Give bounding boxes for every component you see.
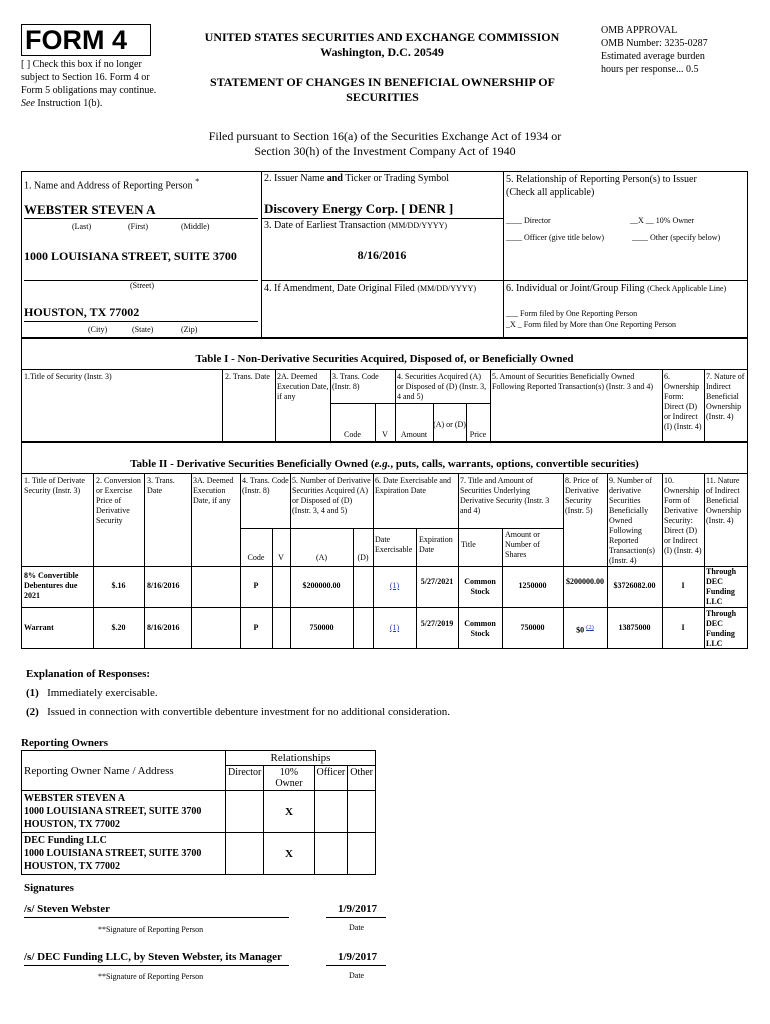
check-box-note [21, 58, 171, 110]
agency-header [176, 30, 588, 60]
box6-label-text: 6. Individual or Joint/Group Filing [506, 283, 645, 294]
earliest-transaction-date: 8/16/2016 [357, 248, 407, 262]
signature-1-name: /s/ Steven Webster [24, 903, 110, 915]
box3-fmt: (MM/DD/YYYY) [388, 221, 448, 230]
t2-row1-exer-footnote[interactable]: (1) [389, 581, 400, 590]
filed-pursuant [150, 129, 620, 159]
reporting-person-name: WEBSTER STEVEN A [24, 202, 156, 217]
t2-row1-ul-title: Common Stock [464, 577, 496, 596]
box4-label [264, 283, 476, 294]
t2-row2-exp: 5/27/2019 [420, 619, 454, 628]
t2-row1-date: 8/16/2016 [147, 581, 180, 590]
owners-col-name: Reporting Owner Name / Address [22, 751, 226, 791]
t2-col-number: 5. Number of Derivative Securities Acquired (A) or Disposed of (D) (Instr. 3, 4 and 5) [292, 476, 371, 515]
statement-title: STATEMENT OF CHANGES IN BENEFICIAL OWNERSHIP OF SECURITIES [210, 75, 555, 104]
t2-row2-price-cell [563, 623, 607, 636]
street-label: (Street) [130, 281, 154, 290]
box2-label-pre: 2. Issuer Name [264, 173, 325, 184]
t2-row1-price: $200000.00 [566, 577, 604, 586]
t2-sub-amount: Amount or Number of Shares [505, 530, 540, 559]
t1-sub-v: V [382, 430, 388, 439]
t2-row1-a: $200000.00 [302, 581, 341, 590]
t2-col-price: 8. Price of Derivative Security (Instr. 5) [565, 476, 599, 515]
explanation-1-text: Immediately exercisable. [47, 687, 158, 699]
box5-label [506, 173, 746, 199]
t2-row1-code: P [253, 581, 259, 590]
t2-row2-nature: Through DEC Funding LLC [706, 609, 737, 648]
see-text: See [21, 98, 35, 109]
box5-label-text: 5. Relationship of Reporting Person(s) to Issuer [506, 174, 697, 185]
t2-row1-nature: Through DEC Funding LLC [706, 567, 737, 606]
first-label: (First) [128, 222, 148, 231]
t2-col-underlying: 7. Title and Amount of Securities Underlying Derivative Security (Instr. 3 and 4) [460, 476, 550, 515]
t1-col-deemed: 2A. Deemed Execution Date, if any [277, 372, 329, 401]
t2-row1-title: 8% Convertible Debentures due 2021 [24, 571, 79, 600]
t2-row2-price: $0 [576, 625, 585, 635]
t2-col-code: 4. Trans. Code (Instr. 8) [242, 476, 289, 495]
filing-one-option: ___ Form filed by One Reporting Person [506, 309, 638, 318]
t1-sub-price: Price [469, 430, 487, 439]
t1-sub-aord: (A) or (D) [433, 420, 466, 429]
signature-2-name: /s/ DEC Funding LLC, by Steven Webster, its Manager [24, 951, 282, 963]
state-label: (State) [132, 325, 154, 334]
t2-col-exercisable: 6. Date Exercisable and Expiration Date [375, 476, 451, 495]
t2-row2-ul-amount: 750000 [520, 623, 545, 632]
t2-row1-ul-amount: 1250000 [518, 581, 547, 590]
officer-option: ____ Officer (give title below) [506, 233, 605, 242]
t2-row2-exer-footnote[interactable]: (1) [389, 623, 400, 632]
city-value: HOUSTON, TX 77002 [24, 305, 140, 319]
signature-2-date-label: Date [349, 971, 365, 980]
omb-hours: hours per response... 0.5 [601, 64, 699, 75]
street-value: 1000 LOUISIANA STREET, SUITE 3700 [24, 249, 237, 263]
t1-col-nature: 7. Nature of Indirect Beneficial Ownership (Instr. 4) [706, 372, 745, 421]
owners-col-other: Other [348, 766, 376, 791]
owner1-ten-mark: X [264, 791, 314, 833]
box1-label-text: 1. Name and Address of Reporting Person [24, 180, 193, 192]
filed-pursuant-line1: Filed pursuant to Section 16(a) of the Securities Exchange Act of 1934 or [208, 129, 562, 143]
ten-pct-option: __X __ 10% Owner [630, 216, 695, 225]
t2-sub-v: V [278, 553, 284, 562]
t2-row1-conv: $.16 [111, 581, 126, 590]
t2-col-nature: 11. Nature of Indirect Beneficial Ownership (Instr. 4) [706, 476, 742, 525]
table2-title-pre: Table II - Derivative Securities Beneficially Owned ( [130, 458, 375, 470]
box2-label [264, 173, 449, 184]
owner1-city: HOUSTON, TX 77002 [24, 819, 121, 830]
box4-label-text: 4. If Amendment, Date Original Filed [264, 283, 415, 294]
check-box-text: [ ] Check this box if no longer subject to Section 16. Form 4 or Form 5 obligations may continue. [21, 59, 157, 96]
t1-col-code: 3. Trans. Code (Instr. 8) [332, 372, 379, 391]
explanation-item-1 [26, 687, 158, 699]
owner2-street: 1000 LOUISIANA STREET, SUITE 3700 [24, 848, 202, 859]
middle-label: (Middle) [181, 222, 210, 231]
t2-sub-a: (A) [315, 553, 328, 562]
explanation-2-num: (2) [26, 706, 39, 718]
t2-row1-form: I [681, 581, 685, 590]
agency-name: UNITED STATES SECURITIES AND EXCHANGE COMMISSION [204, 30, 560, 44]
t2-col-title: 1. Title of Derivate Security (Instr. 3) [24, 476, 85, 495]
owners-table [21, 750, 376, 875]
signature-1-date: 1/9/2017 [338, 903, 378, 915]
owners-relationships: Relationships [226, 751, 376, 766]
city-label: (City) [88, 325, 108, 334]
box3-label-text: 3. Date of Earliest Transaction [264, 220, 386, 231]
t2-sub-d: (D) [357, 553, 369, 562]
signature-2-caption: **Signature of Reporting Person [98, 972, 204, 981]
table2-title-eg: e.g. [374, 458, 391, 470]
t2-row1-exp: 5/27/2021 [420, 577, 454, 586]
t2-sub-title: Title [461, 540, 476, 549]
owners-col-ten: 10% Owner [264, 766, 314, 791]
box6-label [506, 283, 726, 294]
t2-sub-exp: Expiration Date [419, 535, 453, 554]
t1-sub-code: Code [344, 430, 361, 439]
agency-location: Washington, D.C. 20549 [320, 45, 444, 59]
t2-row1-owned: $3726082.00 [613, 581, 656, 590]
table2-title-post: , puts, calls, warrants, options, convertible securities) [390, 458, 639, 470]
owners-row [22, 833, 376, 875]
omb-approval: OMB APPROVAL [601, 25, 678, 36]
form-title: FORM 4 [21, 24, 151, 56]
filing-more-option: _X _ Form filed by More than One Reporting Person [506, 320, 676, 329]
owners-title: Reporting Owners [21, 737, 109, 749]
box1-label [24, 177, 199, 191]
signature-1-date-label: Date [349, 923, 365, 932]
t2-row2-ul-title: Common Stock [464, 619, 496, 638]
last-label: (Last) [72, 222, 92, 231]
t2-row2-form: I [681, 623, 685, 632]
t2-row2-owned: 13875000 [618, 623, 651, 632]
other-option: ____ Other (specify below) [632, 233, 721, 242]
owner2-name: DEC Funding LLC [24, 835, 107, 846]
t2-col-conversion: 2. Conversion or Exercise Price of Derivative Security [96, 476, 141, 525]
signatures-title: Signatures [24, 882, 74, 894]
t1-col-acquired: 4. Securities Acquired (A) or Disposed of (D) (Instr. 3, 4 and 5) [397, 372, 487, 401]
t2-sub-code: Code [247, 553, 265, 562]
box1-label-mark: * [195, 177, 200, 186]
t2-col-deemed: 3A. Deemed Execution Date, if any [193, 476, 234, 505]
t1-sub-amount: Amount [400, 430, 428, 439]
t2-row2-conv: $.20 [111, 623, 126, 632]
omb-burden: Estimated average burden [601, 51, 705, 62]
box2-label-post: Ticker or Trading Symbol [345, 173, 450, 184]
t2-col-owned: 9. Number of derivative Securities Beneficially Owned Following Reported Transaction(s) (Instr. 4) [609, 476, 655, 565]
omb-box [601, 24, 761, 76]
table1-title: Table I - Non-Derivative Securities Acquired, Disposed of, or Beneficially Owned [195, 353, 574, 365]
owners-col-director: Director [226, 766, 264, 791]
zip-label: (Zip) [181, 325, 198, 334]
issuer-name: Discovery Energy Corp. [ DENR ] [264, 201, 454, 216]
owner2-ten-mark: X [264, 833, 314, 875]
t2-row2-date: 8/16/2016 [147, 623, 180, 632]
owner1-street: 1000 LOUISIANA STREET, SUITE 3700 [24, 806, 202, 817]
owners-row [22, 791, 376, 833]
instruction-ref: Instruction 1(b). [37, 98, 103, 109]
t2-col-date: 3. Trans. Date [147, 476, 175, 495]
t1-col-date: 2. Trans. Date [225, 372, 270, 381]
explanation-1-num: (1) [26, 687, 39, 699]
t2-row2-code: P [253, 623, 259, 632]
owner1-name: WEBSTER STEVEN A [24, 793, 126, 804]
owners-col-officer: Officer [314, 766, 348, 791]
box5-sub: (Check all applicable) [506, 187, 595, 198]
explanation-item-2 [26, 706, 450, 718]
box2-label-and: and [326, 173, 343, 184]
t2-row2-price-footnote[interactable]: (2) [586, 624, 594, 631]
box3-label [264, 220, 447, 231]
owner2-city: HOUSTON, TX 77002 [24, 861, 121, 872]
table2-title [21, 458, 748, 470]
filed-pursuant-line2: Section 30(h) of the Investment Company Act of 1940 [254, 144, 516, 158]
box4-fmt: (MM/DD/YYYY) [417, 284, 476, 293]
signature-1-caption: **Signature of Reporting Person [98, 925, 204, 934]
t1-col-amount: 5. Amount of Securities Beneficially Owned Following Reported Transaction(s) (Instr. 3 and 4) [492, 372, 654, 391]
explanation-2-text: Issued in connection with convertible debenture investment for no additional consideration. [47, 706, 450, 718]
t2-row2-title: Warrant [24, 623, 54, 632]
signature-2-date: 1/9/2017 [338, 951, 378, 963]
explanation-title: Explanation of Responses: [26, 668, 151, 680]
t2-row2-a: 750000 [309, 623, 334, 632]
omb-number: OMB Number: 3235-0287 [601, 38, 708, 49]
t2-col-ownership: 10. Ownership Form of Derivative Security: Direct (D) or Indirect (I) (Instr. 4) [664, 476, 702, 555]
box6-sub: (Check Applicable Line) [647, 284, 727, 293]
t2-sub-date-ex: Date Exercisable [375, 535, 413, 554]
director-option: ____ Director [506, 216, 551, 225]
t1-col-title: 1.Title of Security (Instr. 3) [24, 372, 112, 381]
t1-col-ownership: 6. Ownership Form: Direct (D) or Indirect (I) (Instr. 4) [664, 372, 702, 431]
